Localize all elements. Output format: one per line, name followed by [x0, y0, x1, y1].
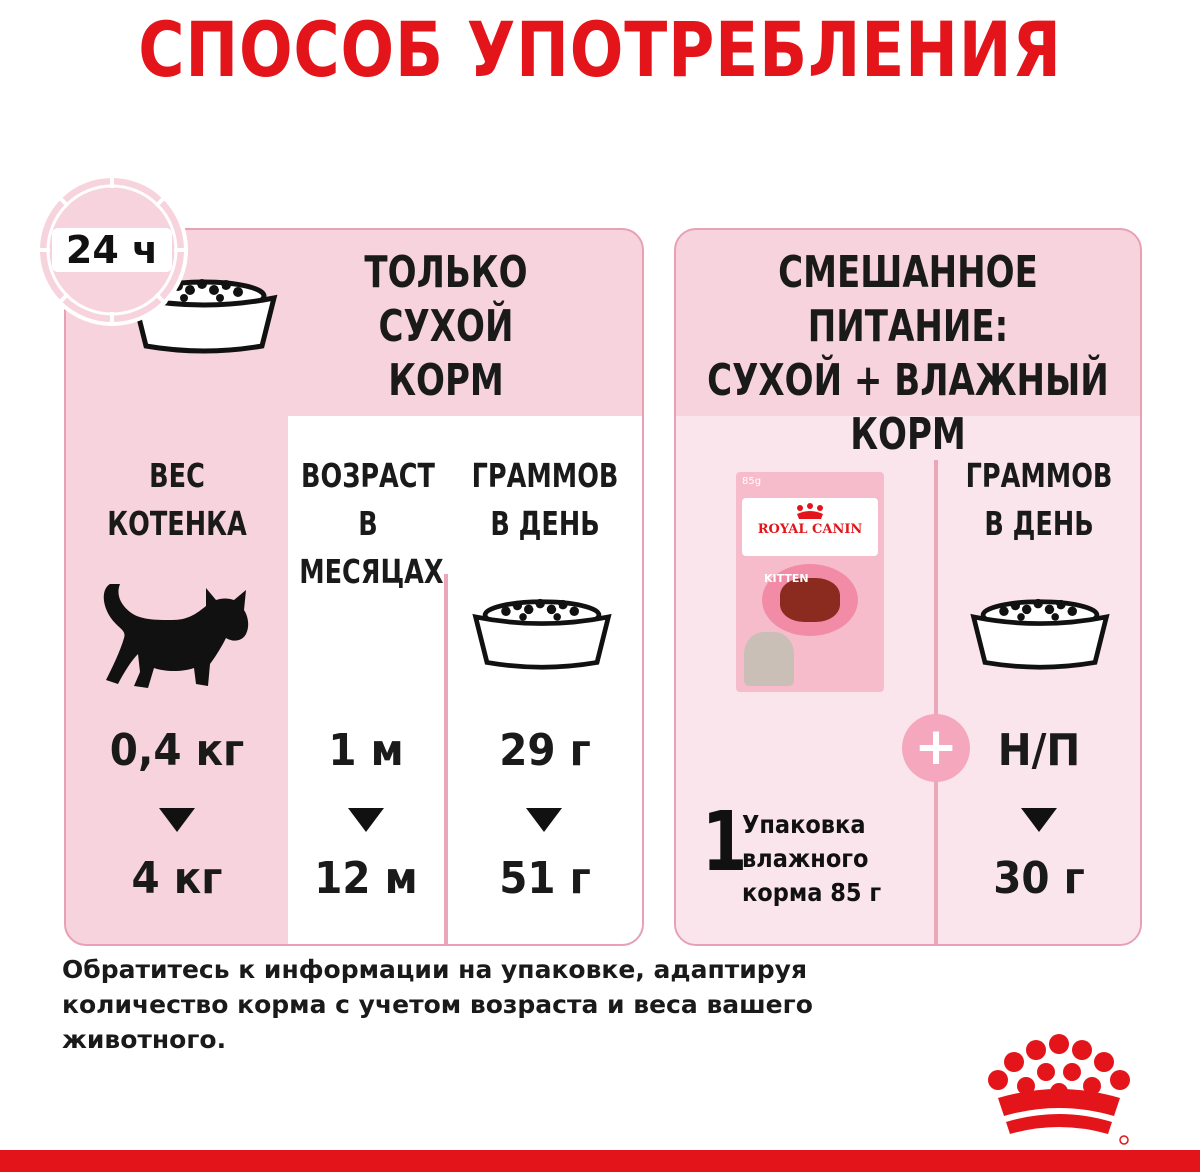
weight-column-header — [82, 452, 273, 548]
footer-line-3: животного. — [62, 1025, 227, 1054]
grams-column-header — [462, 452, 629, 548]
heading-line-1: СМЕШАННОЕ ПИТАНИЕ: — [778, 247, 1038, 352]
pouch-brand: ROYAL CANIN — [757, 522, 863, 537]
arrow-down-icon — [348, 808, 384, 832]
age-column-header — [299, 452, 444, 596]
bottom-brand-bar — [0, 1150, 1200, 1172]
crown-icon — [794, 502, 826, 520]
age-to-value: 12 м — [314, 853, 418, 904]
footer-line-2: количество корма с учетом возраста и веса вашего — [62, 990, 813, 1019]
grams-from-value: 29 г — [499, 725, 591, 776]
bowl-icon — [468, 596, 616, 672]
footer-note — [62, 952, 922, 1057]
mixed-food-heading — [691, 246, 1124, 462]
wet-food-pouch — [736, 472, 884, 692]
dry-header-line-2: В ДЕНЬ — [984, 504, 1094, 543]
grams-header-line-1: ГРАММОВ — [471, 456, 619, 495]
pouch-weight: 85g — [742, 476, 762, 487]
wet-count: 1 — [701, 795, 748, 890]
dry-header-line-1: ГРАММОВ — [965, 456, 1113, 495]
weight-header-line-1: ВЕС — [149, 456, 205, 495]
column-divider — [934, 460, 938, 944]
heading-line-2: СУХОЙ + ВЛАЖНЫЙ — [707, 355, 1109, 406]
arrow-down-icon — [159, 808, 195, 832]
dry-to-value: 30 г — [993, 853, 1085, 904]
dry-grams-header — [952, 452, 1126, 548]
dry-food-panel — [64, 228, 644, 946]
age-header-line-1: ВОЗРАСТ В — [301, 456, 435, 543]
plus-icon: + — [902, 714, 970, 782]
clock-label: 24 ч — [65, 228, 159, 272]
wet-line-3: корма 85 г — [742, 878, 882, 907]
heading-line-3: КОРМ — [388, 355, 504, 406]
registered-icon — [1120, 1136, 1128, 1144]
age-header-line-2: МЕСЯЦАХ — [299, 552, 444, 591]
clock-badge — [32, 170, 192, 330]
dry-from-value: Н/П — [997, 725, 1081, 776]
heading-line-1: ТОЛЬКО — [364, 247, 528, 298]
mixed-food-panel — [674, 228, 1142, 946]
heading-line-2: СУХОЙ — [378, 301, 514, 352]
kitten-icon — [96, 576, 252, 692]
heading-line-3: КОРМ — [850, 409, 966, 460]
column-divider — [444, 574, 448, 944]
arrow-down-icon — [1021, 808, 1057, 832]
wet-description — [742, 808, 904, 910]
arrow-down-icon — [526, 808, 562, 832]
grams-to-value: 51 г — [499, 853, 591, 904]
wet-line-1: Упаковка — [742, 810, 866, 839]
wet-line-2: влажного — [742, 844, 869, 873]
footer-line-1: Обратитесь к информации на упаковке, адаптируя — [62, 955, 807, 984]
bowl-icon — [966, 596, 1114, 672]
weight-to-value: 4 кг — [131, 853, 223, 904]
pouch-product: KITTEN — [764, 572, 809, 585]
age-from-value: 1 м — [328, 725, 404, 776]
cat-image — [744, 632, 794, 686]
royal-canin-crown-logo — [984, 1030, 1134, 1148]
grams-header-line-2: В ДЕНЬ — [490, 504, 600, 543]
page-title: СПОСОБ УПОТРЕБЛЕНИЯ — [138, 5, 1062, 94]
dry-food-heading — [317, 246, 575, 408]
weight-from-value: 0,4 кг — [109, 725, 245, 776]
pouch-label — [742, 498, 878, 556]
weight-header-line-2: КОТЕНКА — [107, 504, 247, 543]
